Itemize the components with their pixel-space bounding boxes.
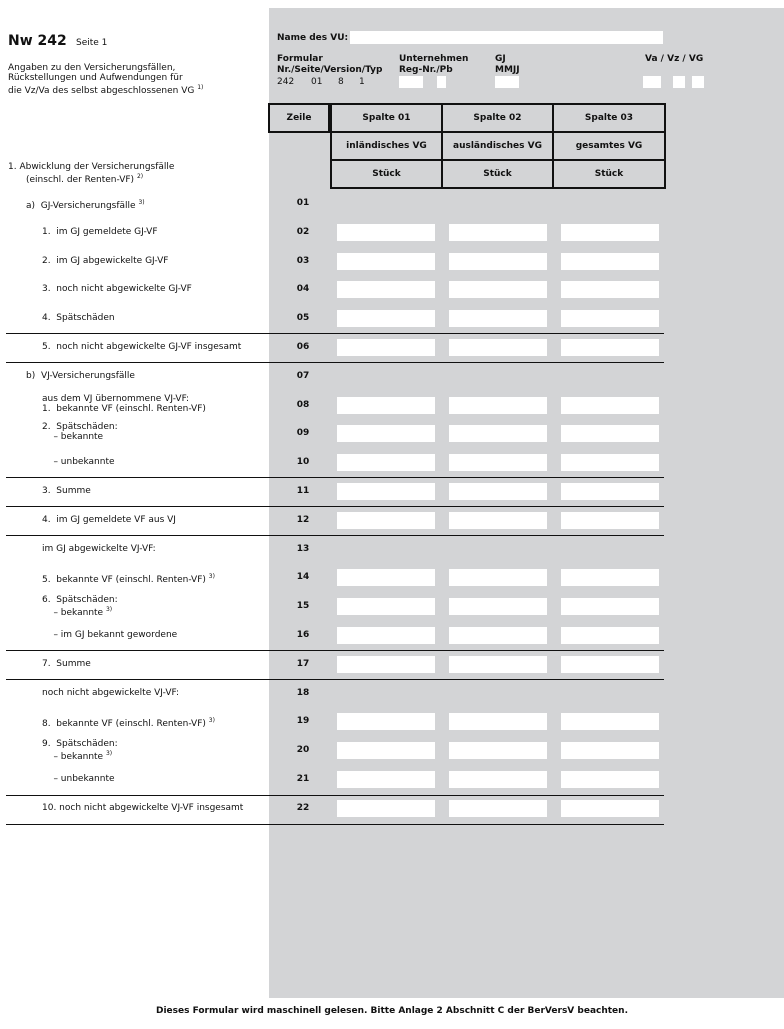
cell-input-spalte-03[interactable]	[561, 800, 659, 817]
va-input[interactable]	[643, 76, 661, 88]
col-unit-01: Stück	[330, 159, 443, 189]
form-desc-line2: Rückstellungen und Aufwendungen für	[8, 73, 183, 83]
row-label: 8. bekannte VF (einschl. Renten-VF) $^{3)}$	[42, 717, 215, 730]
row-label: im GJ abgewickelte VJ-VF:	[42, 543, 156, 554]
cell-input-spalte-02[interactable]	[449, 339, 547, 356]
row-number: 21	[296, 774, 310, 784]
row-label: 7. Summe	[42, 658, 91, 669]
row-label: 4. Spätschäden	[42, 313, 115, 324]
cell-input-spalte-03[interactable]	[561, 569, 659, 586]
cell-input-spalte-03[interactable]	[561, 310, 659, 327]
row-label: noch nicht abgewickelte VJ-VF:	[42, 687, 179, 698]
cell-input-spalte-01[interactable]	[337, 425, 435, 442]
pb-input[interactable]	[437, 76, 446, 88]
section-1-title: 1. Abwicklung der Versicherungsfälle (einschl. der Renten-VF) $^{2)}$	[8, 162, 175, 185]
formular-typ: 1	[359, 77, 365, 87]
row-label: 3. noch nicht abgewickelte GJ-VF	[42, 284, 192, 295]
row-label: 10. noch nicht abgewickelte VJ-VF insgesamt	[42, 802, 244, 813]
row-number: 18	[296, 687, 310, 698]
cell-input-spalte-01[interactable]	[337, 253, 435, 270]
formular-seite: 01	[311, 77, 323, 87]
cell-input-spalte-01[interactable]	[337, 742, 435, 759]
row-label: 5. noch nicht abgewickelte GJ-VF insgesamt	[42, 342, 242, 352]
cell-input-spalte-02[interactable]	[449, 483, 547, 500]
row-label: 1. im GJ gemeldete GJ-VF	[42, 226, 158, 237]
cell-input-spalte-03[interactable]	[561, 742, 659, 759]
separator-line	[6, 824, 664, 825]
cell-input-spalte-02[interactable]	[449, 656, 547, 673]
cell-input-spalte-01[interactable]	[337, 310, 435, 327]
row-number: 22	[296, 802, 310, 813]
gj-label: GJ	[495, 54, 506, 64]
reg-nr-input[interactable]	[399, 76, 423, 88]
col-unit-02: Stück	[441, 159, 554, 189]
row-number: 16	[296, 630, 310, 640]
cell-input-spalte-03[interactable]	[561, 598, 659, 615]
formular-nr: 242	[277, 77, 295, 87]
row-label: – im GJ bekannt gewordene	[42, 630, 178, 640]
separator-line	[6, 477, 664, 478]
form-page: Seite 1	[76, 38, 108, 48]
cell-input-spalte-01[interactable]	[337, 397, 435, 414]
unternehmen-label: Unternehmen	[399, 54, 469, 64]
cell-input-spalte-01[interactable]	[337, 454, 435, 471]
cell-input-spalte-02[interactable]	[449, 310, 547, 327]
cell-input-spalte-02[interactable]	[449, 771, 547, 788]
row-number: 02	[296, 226, 310, 237]
row-label: aus dem VJ übernommene VJ-VF: 1. bekannte VF (einschl. Renten-VF)	[42, 393, 206, 414]
name-label: Name des VU:	[277, 33, 349, 43]
cell-input-spalte-01[interactable]	[337, 512, 435, 529]
form-description	[8, 63, 203, 96]
col-header-01: Spalte 01	[330, 103, 443, 133]
cell-input-spalte-03[interactable]	[561, 397, 659, 414]
row-number: 17	[296, 658, 310, 669]
cell-input-spalte-02[interactable]	[449, 425, 547, 442]
row-label: b) VJ-Versicherungsfälle	[26, 370, 135, 381]
row-number: 13	[296, 543, 310, 554]
row-label: a) GJ-Versicherungsfälle $^{3)}$	[26, 199, 145, 211]
cell-input-spalte-01[interactable]	[337, 800, 435, 817]
col-header-02: Spalte 02	[441, 103, 554, 133]
row-number: 08	[296, 399, 310, 410]
cell-input-spalte-03[interactable]	[561, 425, 659, 442]
cell-input-spalte-01[interactable]	[337, 627, 435, 644]
formular-label: Formular	[277, 54, 323, 64]
formular-version: 8	[338, 77, 344, 87]
row-label: 6. Spätschäden: – bekannte $^{3)}$	[42, 595, 118, 619]
cell-input-spalte-03[interactable]	[561, 483, 659, 500]
row-label: 3. Summe	[42, 486, 91, 496]
row-number: 03	[296, 255, 310, 266]
separator-line	[6, 333, 664, 334]
row-number: 05	[296, 313, 310, 324]
cell-input-spalte-01[interactable]	[337, 771, 435, 788]
separator-line	[6, 650, 664, 651]
cell-input-spalte-03[interactable]	[561, 454, 659, 471]
col-unit-03: Stück	[552, 159, 666, 189]
cell-input-spalte-02[interactable]	[449, 713, 547, 730]
unternehmen-sub-label: Reg-Nr./Pb	[399, 65, 453, 75]
cell-input-spalte-01[interactable]	[337, 569, 435, 586]
row-number: 19	[296, 716, 310, 727]
row-number: 07	[296, 370, 310, 381]
row-label: 5. bekannte VF (einschl. Renten-VF) $^{3)}$	[42, 573, 215, 586]
row-number: 01	[296, 198, 310, 208]
row-label: – unbekannte	[42, 774, 115, 784]
form-desc-line1: Angaben zu den Versicherungsfällen,	[8, 63, 176, 73]
separator-line	[6, 506, 664, 507]
row-number: 11	[296, 486, 310, 496]
row-number: 15	[296, 601, 310, 612]
cell-input-spalte-03[interactable]	[561, 656, 659, 673]
cell-input-spalte-02[interactable]	[449, 454, 547, 471]
col-header-03: Spalte 03	[552, 103, 666, 133]
row-number: 12	[296, 514, 310, 525]
row-number: 10	[296, 457, 310, 468]
cell-input-spalte-01[interactable]	[337, 339, 435, 356]
cell-input-spalte-02[interactable]	[449, 281, 547, 298]
cell-input-spalte-03[interactable]	[561, 512, 659, 529]
row-label: 2. im GJ abgewickelte GJ-VF	[42, 255, 169, 266]
col-sub-03: gesamtes VG	[552, 131, 666, 161]
cell-input-spalte-02[interactable]	[449, 569, 547, 586]
cell-input-spalte-01[interactable]	[337, 281, 435, 298]
cell-input-spalte-03[interactable]	[561, 224, 659, 241]
row-label: 9. Spätschäden: – bekannte $^{3)}$	[42, 739, 118, 763]
cell-input-spalte-02[interactable]	[449, 598, 547, 615]
row-label: 2. Spätschäden: – bekannte	[42, 422, 118, 443]
separator-line	[6, 535, 664, 536]
row-number: 14	[296, 572, 310, 583]
form-id: Nw 242	[8, 33, 67, 49]
cell-input-spalte-01[interactable]	[337, 656, 435, 673]
cell-input-spalte-02[interactable]	[449, 742, 547, 759]
cell-input-spalte-02[interactable]	[449, 800, 547, 817]
cell-input-spalte-03[interactable]	[561, 253, 659, 270]
row-number: 06	[296, 342, 310, 352]
name-input[interactable]	[350, 31, 663, 44]
form-desc-line3: die Vz/Va des selbst abgeschlossenen VG $^{1)}$	[8, 84, 204, 96]
cell-input-spalte-03[interactable]	[561, 627, 659, 644]
gj-sub-label: MMJJ	[495, 65, 520, 75]
cell-input-spalte-03[interactable]	[561, 281, 659, 298]
gj-input[interactable]	[495, 76, 519, 88]
cell-input-spalte-02[interactable]	[449, 253, 547, 270]
col-sub-02: ausländisches VG	[441, 131, 554, 161]
separator-line	[6, 795, 664, 796]
row-label: 4. im GJ gemeldete VF aus VJ	[42, 514, 176, 525]
row-number: 09	[296, 428, 310, 439]
formular-sub-label: Nr./Seite/Version/Typ	[277, 65, 383, 75]
cell-input-spalte-01[interactable]	[337, 598, 435, 615]
row-label: – unbekannte	[42, 457, 115, 468]
cell-input-spalte-02[interactable]	[449, 397, 547, 414]
row-number: 04	[296, 284, 310, 295]
vz-input[interactable]	[673, 76, 685, 88]
separator-line	[6, 679, 664, 680]
col-sub-01: inländisches VG	[330, 131, 443, 161]
vg-input[interactable]	[692, 76, 704, 88]
footer-note: Dieses Formular wird maschinell gelesen. Bitte Anlage 2 Abschnitt C der BerVersV beachten.	[155, 1006, 628, 1016]
cell-input-spalte-02[interactable]	[449, 512, 547, 529]
cell-input-spalte-01[interactable]	[337, 713, 435, 730]
row-number: 20	[296, 745, 310, 756]
cell-input-spalte-03[interactable]	[561, 339, 659, 356]
separator-line	[6, 362, 664, 363]
cell-input-spalte-03[interactable]	[561, 771, 659, 788]
va-label: Va / Vz / VG	[645, 54, 704, 64]
cell-input-spalte-01[interactable]	[337, 224, 435, 241]
cell-input-spalte-02[interactable]	[449, 224, 547, 241]
cell-input-spalte-01[interactable]	[337, 483, 435, 500]
cell-input-spalte-02[interactable]	[449, 627, 547, 644]
zeile-header: Zeile	[268, 103, 330, 133]
cell-input-spalte-03[interactable]	[561, 713, 659, 730]
